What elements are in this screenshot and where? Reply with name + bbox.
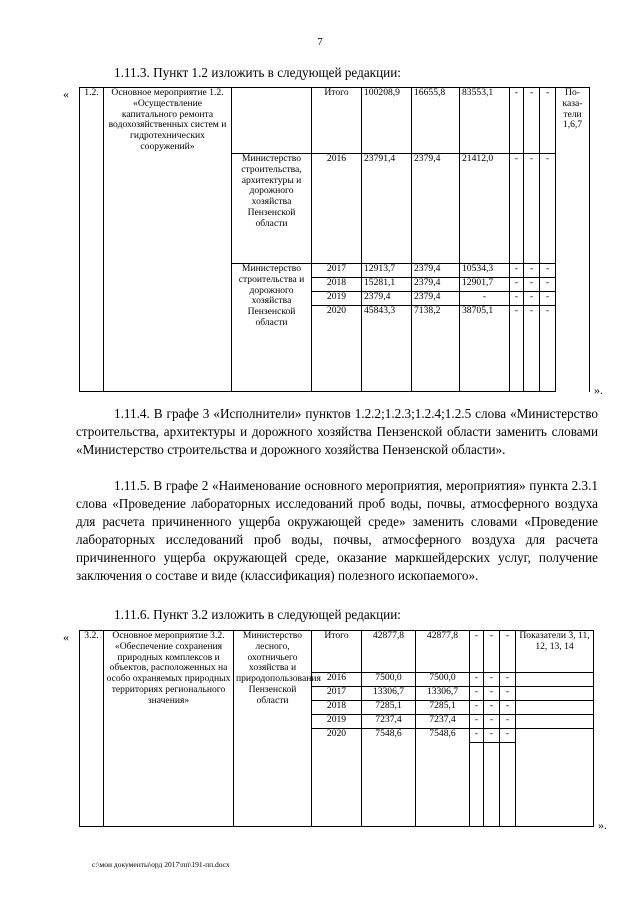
- dash-cell: -: [500, 673, 516, 687]
- value-cell: 12901,7: [460, 278, 510, 292]
- indicators-empty: [516, 729, 594, 827]
- value-cell: 38705,1: [460, 306, 510, 392]
- executor-cell: Министерство строительства и дорожного хозяйства Пензенской области: [232, 264, 312, 392]
- year-cell: 2020: [312, 306, 362, 392]
- row-number: 1.2.: [80, 88, 104, 392]
- dash-cell: -: [540, 306, 556, 392]
- value-cell: 2379,4: [412, 264, 460, 278]
- table-1-2: [79, 87, 590, 392]
- close-quote-1: ».: [594, 383, 603, 397]
- activity-name: Основное мероприятие 3.2. «Обеспечение сохранения природных комплексов и объектов, расположенных на особо охраняемых природных территориях регионального значения»: [104, 631, 234, 827]
- table-row: [80, 631, 594, 673]
- dash-cell: -: [500, 729, 516, 743]
- year-cell: Итого: [312, 88, 362, 154]
- value-cell: 7237,4: [416, 715, 470, 729]
- dash-cell: -: [510, 264, 524, 278]
- table-3-2: [79, 630, 594, 827]
- dash-cell: -: [510, 292, 524, 306]
- indicators-cell: По- каза- тели 1,6,7: [556, 88, 590, 154]
- value-cell: 15281,1: [362, 278, 412, 292]
- dash-cell: -: [524, 306, 540, 392]
- open-quote-1: «: [63, 87, 69, 101]
- value-cell: 2379,4: [412, 292, 460, 306]
- dash-cell: -: [484, 715, 500, 729]
- table-row: [80, 88, 590, 154]
- dash-cell: -: [540, 88, 556, 154]
- open-quote-2: «: [63, 630, 69, 644]
- dash-empty: [484, 743, 500, 827]
- value-cell: 83553,1: [460, 88, 510, 154]
- year-cell: 2018: [312, 278, 362, 292]
- footer-file-path: c:\мои документы\орд 2017\пп\191-пп.docx: [92, 860, 230, 869]
- dash-cell: -: [524, 278, 540, 292]
- dash-cell: -: [500, 687, 516, 701]
- value-cell: 7500,0: [416, 673, 470, 687]
- indicators-empty: [516, 687, 594, 701]
- value-cell: 16655,8: [412, 88, 460, 154]
- dash-empty: [470, 743, 484, 827]
- dash-cell: -: [470, 631, 484, 673]
- value-cell: 42877,8: [416, 631, 470, 673]
- paragraph-1-11-4: 1.11.4. В графе 3 «Исполнители» пунктов 1.2.2;1.2.3;1.2.4;1.2.5 слова «Министерство строительства, архитектуры и дорожного хозяйства Пензенской области заменить словами «Министерство строительства и дорожного хозяйства Пензенской области».: [76, 406, 598, 457]
- dash-cell: -: [510, 278, 524, 292]
- heading-1-11-3: 1.11.3. Пункт 1.2 изложить в следующей редакции:: [114, 65, 401, 80]
- value-cell: 7138,2: [412, 306, 460, 392]
- row-number: 3.2.: [80, 631, 104, 827]
- year-cell: 2016: [312, 673, 362, 687]
- value-cell: 7548,6: [362, 729, 416, 827]
- activity-name: Основное мероприятие 1.2. «Осуществление капитального ремонта водохозяйственных систем и гидротехнических сооружений»: [104, 88, 232, 392]
- value-cell: 7237,4: [362, 715, 416, 729]
- dash-cell: -: [470, 715, 484, 729]
- value-cell: 100208,9: [362, 88, 412, 154]
- executor-cell: Министерство лесного, охотничьего хозяйства и природопользования Пензенской области: [234, 631, 312, 827]
- year-cell: 2017: [312, 264, 362, 278]
- dash-cell: -: [510, 154, 524, 264]
- dash-cell: -: [484, 687, 500, 701]
- dash-cell: -: [524, 88, 540, 154]
- value-cell: 12913,7: [362, 264, 412, 278]
- value-cell: 2379,4: [362, 292, 412, 306]
- executor-empty: [232, 88, 312, 154]
- dash-cell: -: [540, 264, 556, 278]
- dash-cell: -: [484, 673, 500, 687]
- year-cell: 2019: [312, 715, 362, 729]
- value-cell: 10534,3: [460, 264, 510, 278]
- value-cell: 7285,1: [416, 701, 470, 715]
- value-cell: 42877,8: [362, 631, 416, 673]
- value-cell: 13306,7: [416, 687, 470, 701]
- year-cell: 2017: [312, 687, 362, 701]
- indicators-empty: [516, 715, 594, 729]
- paragraph-1-11-5: 1.11.5. В графе 2 «Наименование основного мероприятия, мероприятия» пункта 2.3.1 слова «Проведение лабораторных исследований проб воды, почвы, атмосферного воздуха для расчета причиненного ущерба окружающей среде» заменить словами «Проведение лабораторных исследований проб воды, почвы, атмосферного воздуха для расчета причиненного ущерба окружающей среде, оказание маркшейдерских услуг, получение заключения о составе и виде (классификация) полезного ископаемого».: [76, 478, 598, 583]
- year-cell: 2018: [312, 701, 362, 715]
- dash-cell: -: [524, 154, 540, 264]
- dash-cell: -: [470, 687, 484, 701]
- value-cell: 45843,3: [362, 306, 412, 392]
- value-cell: 2379,4: [412, 278, 460, 292]
- heading-1-11-6: 1.11.6. Пункт 3.2 изложить в следующей редакции:: [114, 607, 401, 622]
- close-quote-2: ».: [598, 818, 607, 832]
- indicators-empty: [556, 154, 590, 392]
- value-cell: 2379,4: [412, 154, 460, 264]
- dash-cell: -: [470, 729, 484, 743]
- value-cell: 13306,7: [362, 687, 416, 701]
- dash-cell: -: [470, 701, 484, 715]
- dash-cell: -: [484, 729, 500, 743]
- dash-cell: -: [510, 306, 524, 392]
- value-cell: 21412,0: [460, 154, 510, 264]
- value-cell: 7500,0: [362, 673, 416, 687]
- dash-cell: -: [484, 631, 500, 673]
- dash-cell: -: [470, 673, 484, 687]
- value-cell: -: [460, 292, 510, 306]
- page-number: 7: [317, 36, 323, 48]
- value-cell: 7548,6: [416, 729, 470, 827]
- dash-cell: -: [540, 278, 556, 292]
- dash-cell: -: [540, 292, 556, 306]
- indicators-empty: [516, 673, 594, 687]
- value-cell: 23791,4: [362, 154, 412, 264]
- dash-cell: -: [500, 715, 516, 729]
- dash-cell: -: [510, 88, 524, 154]
- dash-cell: -: [500, 701, 516, 715]
- year-cell: 2019: [312, 292, 362, 306]
- indicators-empty: [516, 701, 594, 715]
- year-cell: 2016: [312, 154, 362, 264]
- dash-cell: -: [500, 631, 516, 673]
- value-cell: 7285,1: [362, 701, 416, 715]
- dash-empty: [500, 743, 516, 827]
- dash-cell: -: [524, 292, 540, 306]
- year-cell: 2020: [312, 729, 362, 827]
- executor-cell: Министерство строительства, архитектуры и дорожного хозяйства Пензенской области: [232, 154, 312, 264]
- dash-cell: -: [524, 264, 540, 278]
- dash-cell: -: [540, 154, 556, 264]
- year-cell: Итого: [312, 631, 362, 673]
- dash-cell: -: [484, 701, 500, 715]
- indicators-cell: Показатели 3, 11, 12, 13, 14: [516, 631, 594, 673]
